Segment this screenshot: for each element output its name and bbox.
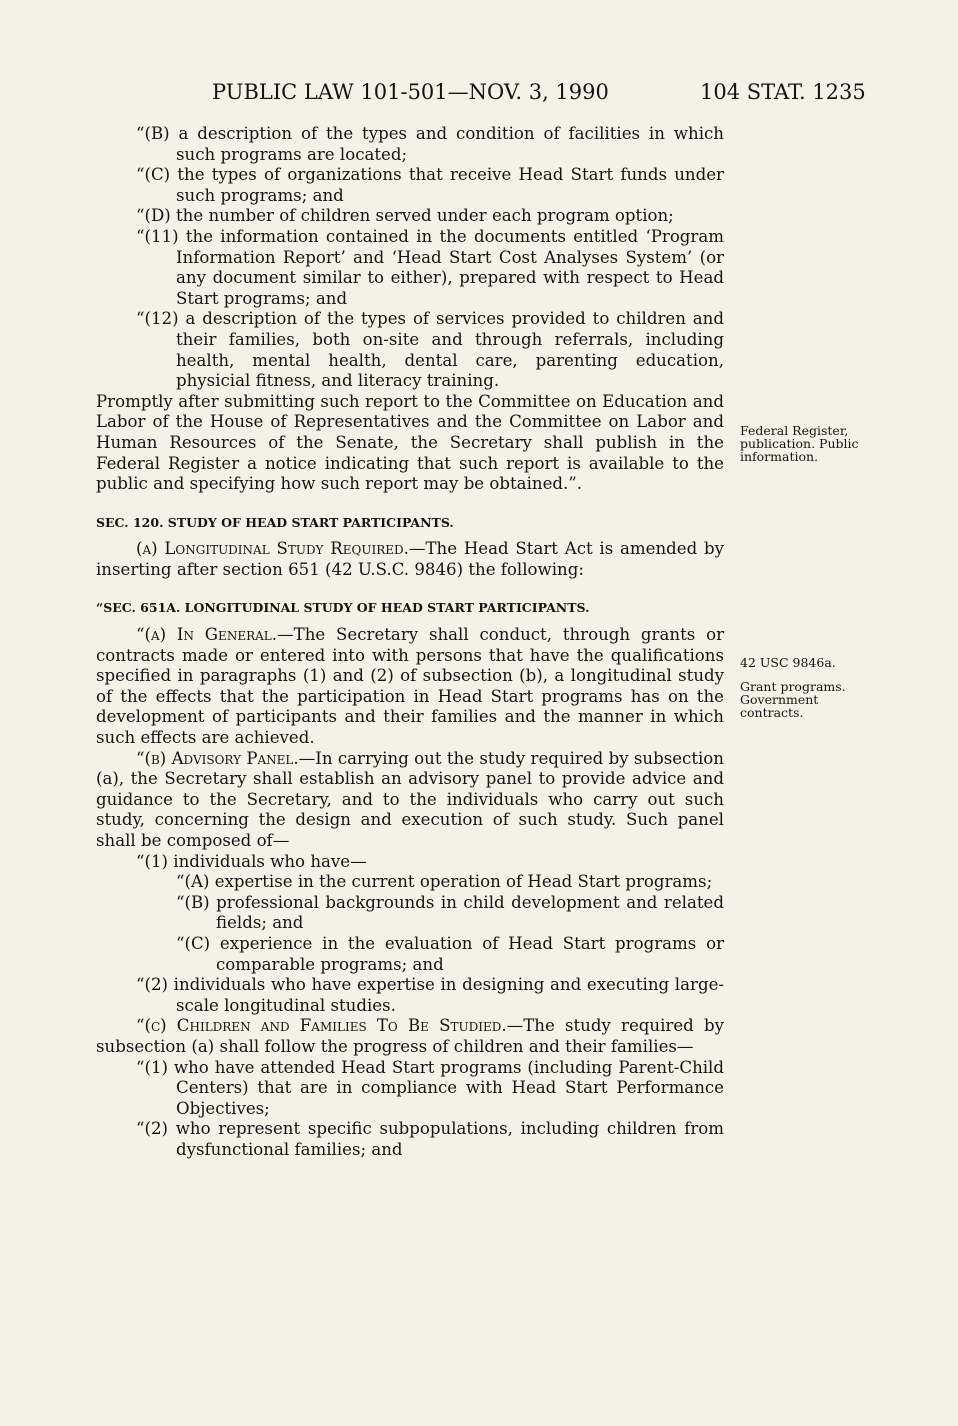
margin-note-grant-programs: Grant programs. Government contracts. [740,679,846,720]
in-general-paragraph [96,625,724,749]
subsection-a-text: —The Head Start Act is amended by inserting after section 651 (42 U.S.C. 9846) the following: [96,539,724,579]
children-item-2: “(2) who represent specific subpopulations, including children from dysfunctional families; and [136,1119,724,1159]
children-families-text: —The study required by subsection (a) shall follow the progress of children and their families— [96,1016,724,1056]
advisory-panel-paragraph [96,749,724,852]
paragraph-12: “(12) a description of the types of services provided to children and their families, both on-site and through referrals, including health, mental health, dental care, parenting education, physicial fitness, and literacy training. [136,309,724,391]
section-120-heading: SEC. 120. STUDY OF HEAD START PARTICIPANTS. [96,514,454,530]
paragraph-11: “(11) the information contained in the documents entitled ‘Program Information Report’ and ‘Head Start Cost Analyses System’ (or any document similar to either), prepared with respect to Head Start programs; and [136,226,724,308]
section-651a-heading: “SEC. 651A. LONGITUDINAL STUDY OF HEAD START PARTICIPANTS. [96,600,590,616]
children-families-heading: “(c) Children and Families To Be Studied. [136,1016,507,1036]
subsection-a-heading: (a) Longitudinal Study Required. [136,539,409,559]
children-item-1: “(1) who have attended Head Start programs (including Parent-Child Centers) that are in compliance with Head Start Performance Objectives; [136,1057,724,1118]
panel-item-2: “(2) individuals who have expertise in designing and executing large-scale longitudinal studies. [136,975,724,1015]
margin-note-federal-register: Federal Register, publication. Public information. [740,423,859,464]
promptly-paragraph: Promptly after submitting such report to the Committee on Education and Labor of the House of Representatives and the Committee on Labor and Human Resources of the Senate, the Secretary shall publish in the Federal Register a notice indicating that such report is available to the public and specifying how such report may be obtained.”. [96,391,724,494]
body-text [96,124,724,1161]
clause-B: “(B) a description of the types and condition of facilities in which such programs are located; [136,124,724,164]
panel-item-C: “(C) experience in the evaluation of Head Start programs or comparable programs; and [176,933,724,974]
margin-note-usc: 42 USC 9846a. [740,655,836,670]
clause-C: “(C) the types of organizations that receive Head Start funds under such programs; and [136,165,724,205]
panel-item-A: “(A) expertise in the current operation of Head Start programs; [176,872,713,892]
panel-item-1: “(1) individuals who have— [136,851,367,871]
advisory-panel-text: —In carrying out the study required by subsection (a), the Secretary shall establish an advisory panel to provide advice and guidance to the Secretary, and to the individuals who carry out such study, concerning the design and execution of such study. Such panel shall be composed of— [96,748,724,850]
clause-D: “(D) the number of children served under each program option; [136,206,674,226]
subsection-a [96,539,724,580]
running-header-title: PUBLIC LAW 101-501—NOV. 3, 1990 [212,80,609,104]
children-families-paragraph [96,1016,724,1057]
in-general-heading: “(a) In General. [136,625,278,645]
in-general-text: —The Secretary shall conduct, through grants or contracts made or entered into with persons that have the qualifications specified in paragraphs (1) and (2) of subsection (b), a longitudinal study of the effects that the participation in Head Start programs has on the development of participants and their families and the manner in which such effects are achieved. [96,625,724,748]
running-header-stat-page: 104 STAT. 1235 [700,80,866,104]
advisory-panel-heading: “(b) Advisory Panel. [136,748,299,768]
panel-item-B: “(B) professional backgrounds in child development and related fields; and [176,892,724,933]
